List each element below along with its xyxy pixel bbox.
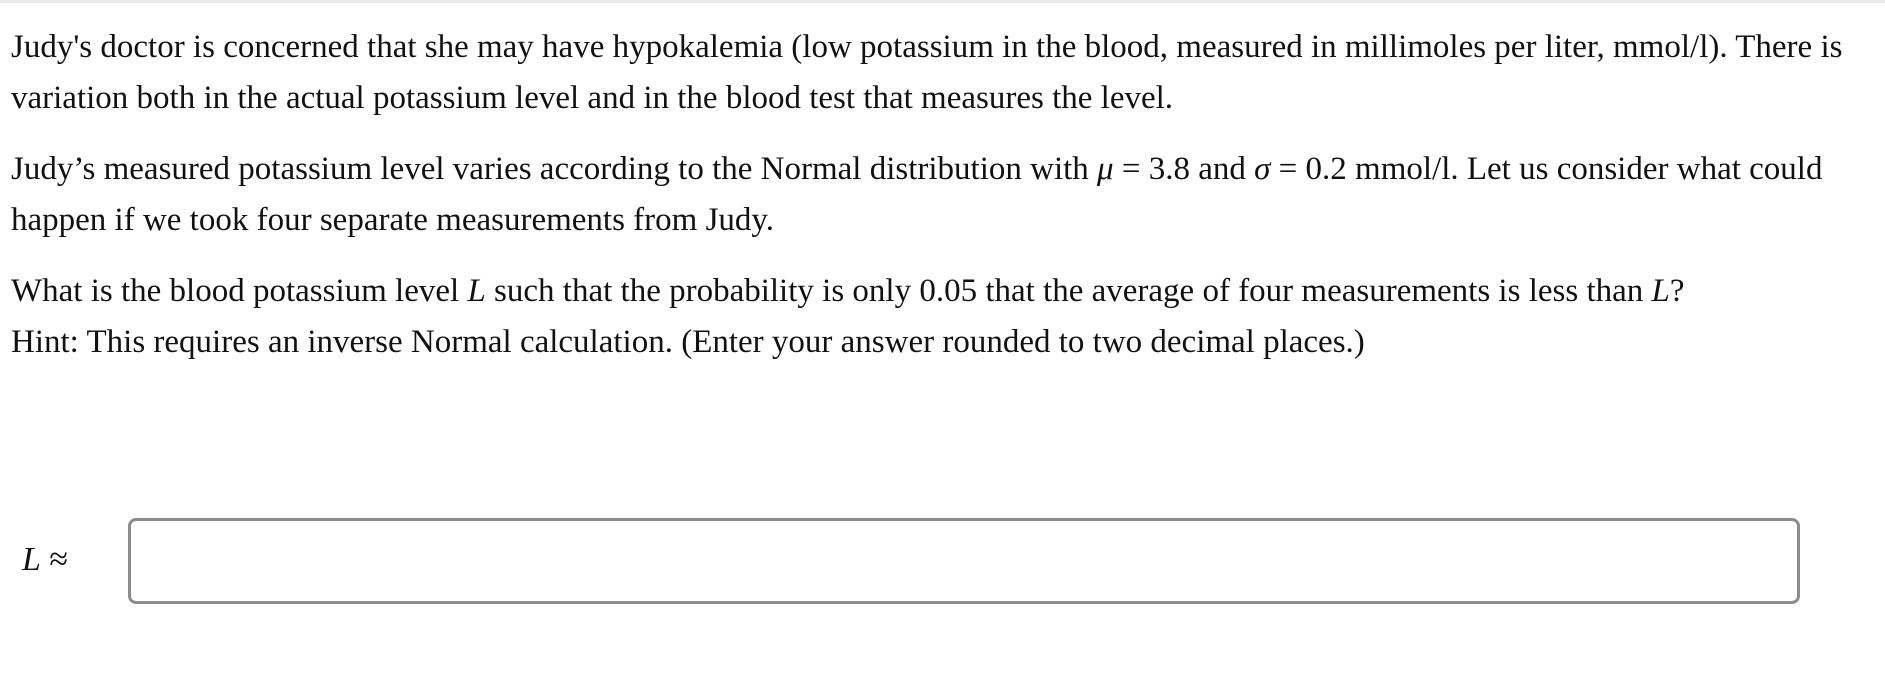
answer-variable: L: [22, 541, 41, 578]
question-paragraph-2: [11, 144, 1877, 246]
question-intro-text: Judy's doctor is concerned that she may have hypokalemia (low potassium in the blood, measured in millimoles per liter, mmol/l). There is variation both in the actual potassium level and in the blood test that measures the level.: [11, 29, 1843, 116]
question-ask-text-middle: such that the probability is only 0.05 that the average of four measurements is less than: [485, 273, 1652, 309]
question-paragraph-1: [11, 22, 1877, 124]
L-symbol-second: L: [1651, 273, 1670, 309]
distribution-text-start: Judy’s measured potassium level varies according to the Normal distribution with: [11, 151, 1098, 187]
question-paragraph-3: [11, 266, 1877, 368]
sigma-value-text: = 0.2 mmol/l. Let us consider what could happen if we took four separate measurements from Judy.: [11, 151, 1823, 238]
question-ask-text-end: ?: [1669, 273, 1685, 309]
L-symbol-first: L: [467, 273, 486, 309]
approx-symbol: ≈: [40, 541, 69, 578]
mu-symbol: μ: [1097, 151, 1114, 187]
answer-row: [22, 518, 1802, 604]
question-text: [11, 22, 1877, 388]
top-divider: [0, 0, 1885, 3]
answer-input[interactable]: [128, 518, 1800, 604]
sigma-symbol: σ: [1254, 151, 1271, 187]
mu-value-text: = 3.8 and: [1113, 151, 1255, 187]
hint-text: Hint: This requires an inverse Normal calculation. (Enter your answer rounded to two decimal places.): [11, 324, 1365, 360]
question-ask-text-start: What is the blood potassium level: [11, 273, 468, 309]
answer-label: [22, 535, 68, 585]
